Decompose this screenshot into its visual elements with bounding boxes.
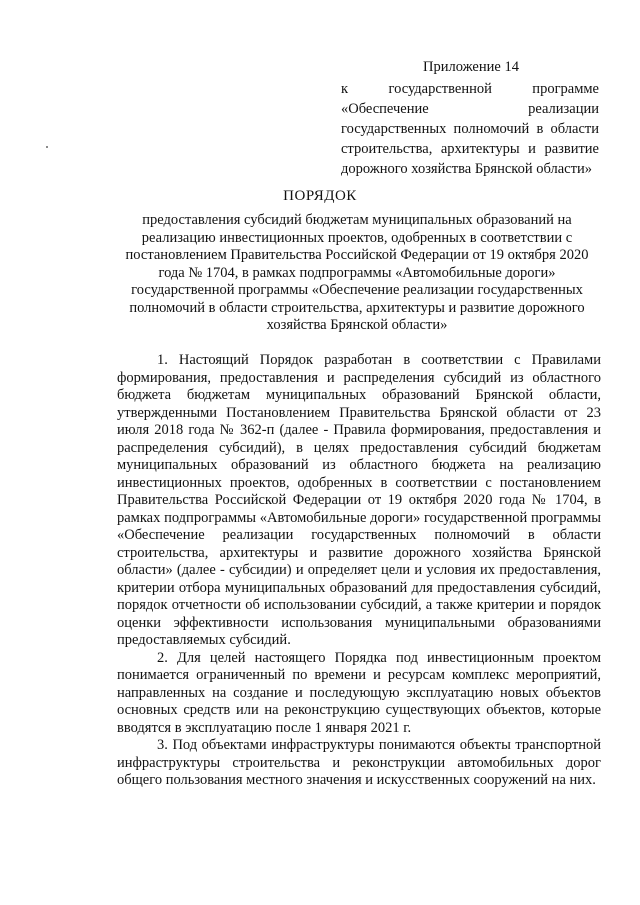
document-body — [117, 352, 601, 790]
paragraph-1: 1. Настоящий Порядок разработан в соответствии с Правилами формирования, предоставления и распределения субсидий из областного бюджета бюджетам муниципальных образований Брянской области, утвержденными Постановлением Правительства Брянской области от 23 июля 2018 года № 362-п (далее - Правила формирования, предоставления и распределения субсидий), в целях предоставления субсидий бюджетам муниципальных образований из областного бюджета на реализацию инвестиционных проектов, одобренных в соответствии с постановлением Правительства Российской Федерации от 19 октября 2020 года № 1704, в рамках подпрограммы «Автомобильные дороги» государственной программы «Обеспечение реализации государственных полномочий в области строительства, архитектуры и развитие дорожного хозяйства Брянской области» (далее - субсидии) и определяет цели и условия их предоставления, критерии отбора муниципальных образований для предоставления субсидий, порядок отчетности об использовании субсидий, а также критерии и порядок оценки эффективности использования муниципальными образованиями предоставляемых субсидий. — [117, 352, 601, 648]
paragraph-3: 3. Под объектами инфраструктуры понимаются объекты транспортной инфраструктуры строительства и реконструкции автомобильных дорог общего пользования местного значения и искусственных сооружений на них. — [117, 737, 601, 788]
appendix-title: Приложение 14 — [423, 59, 519, 75]
document-subtitle: предоставления субсидий бюджетам муниципальных образований на реализацию инвестиционных проектов, одобренных в соответствии с постановлением Правительства Российской Федерации от 19 октября 2020 года № 1704, в рамках подпрограммы «Автомобильные дороги» государственной программы «Обеспечение реализации государственных полномочий в области строительства, архитектуры и развитие дорожного хозяйства Брянской области» — [125, 212, 589, 333]
appendix-text: к государственной программе «Обеспечение реализации государственных полномочий в области строительства, архитектуры и развитие дорожного хозяйства Брянской области» — [341, 81, 599, 177]
document-title: ПОРЯДОК — [283, 188, 357, 204]
paragraph-2: 2. Для целей настоящего Порядка под инвестиционным проектом понимается ограниченный по времени и ресурсам комплекс мероприятий, направленных на создание и последующую эксплуатацию новых объектов основных средств или на реконструкцию существующих объектов, которые вводятся в эксплуатацию после 1 января 2021 г. — [117, 649, 601, 736]
appendix-block — [341, 57, 599, 179]
scan-speck — [46, 146, 48, 148]
